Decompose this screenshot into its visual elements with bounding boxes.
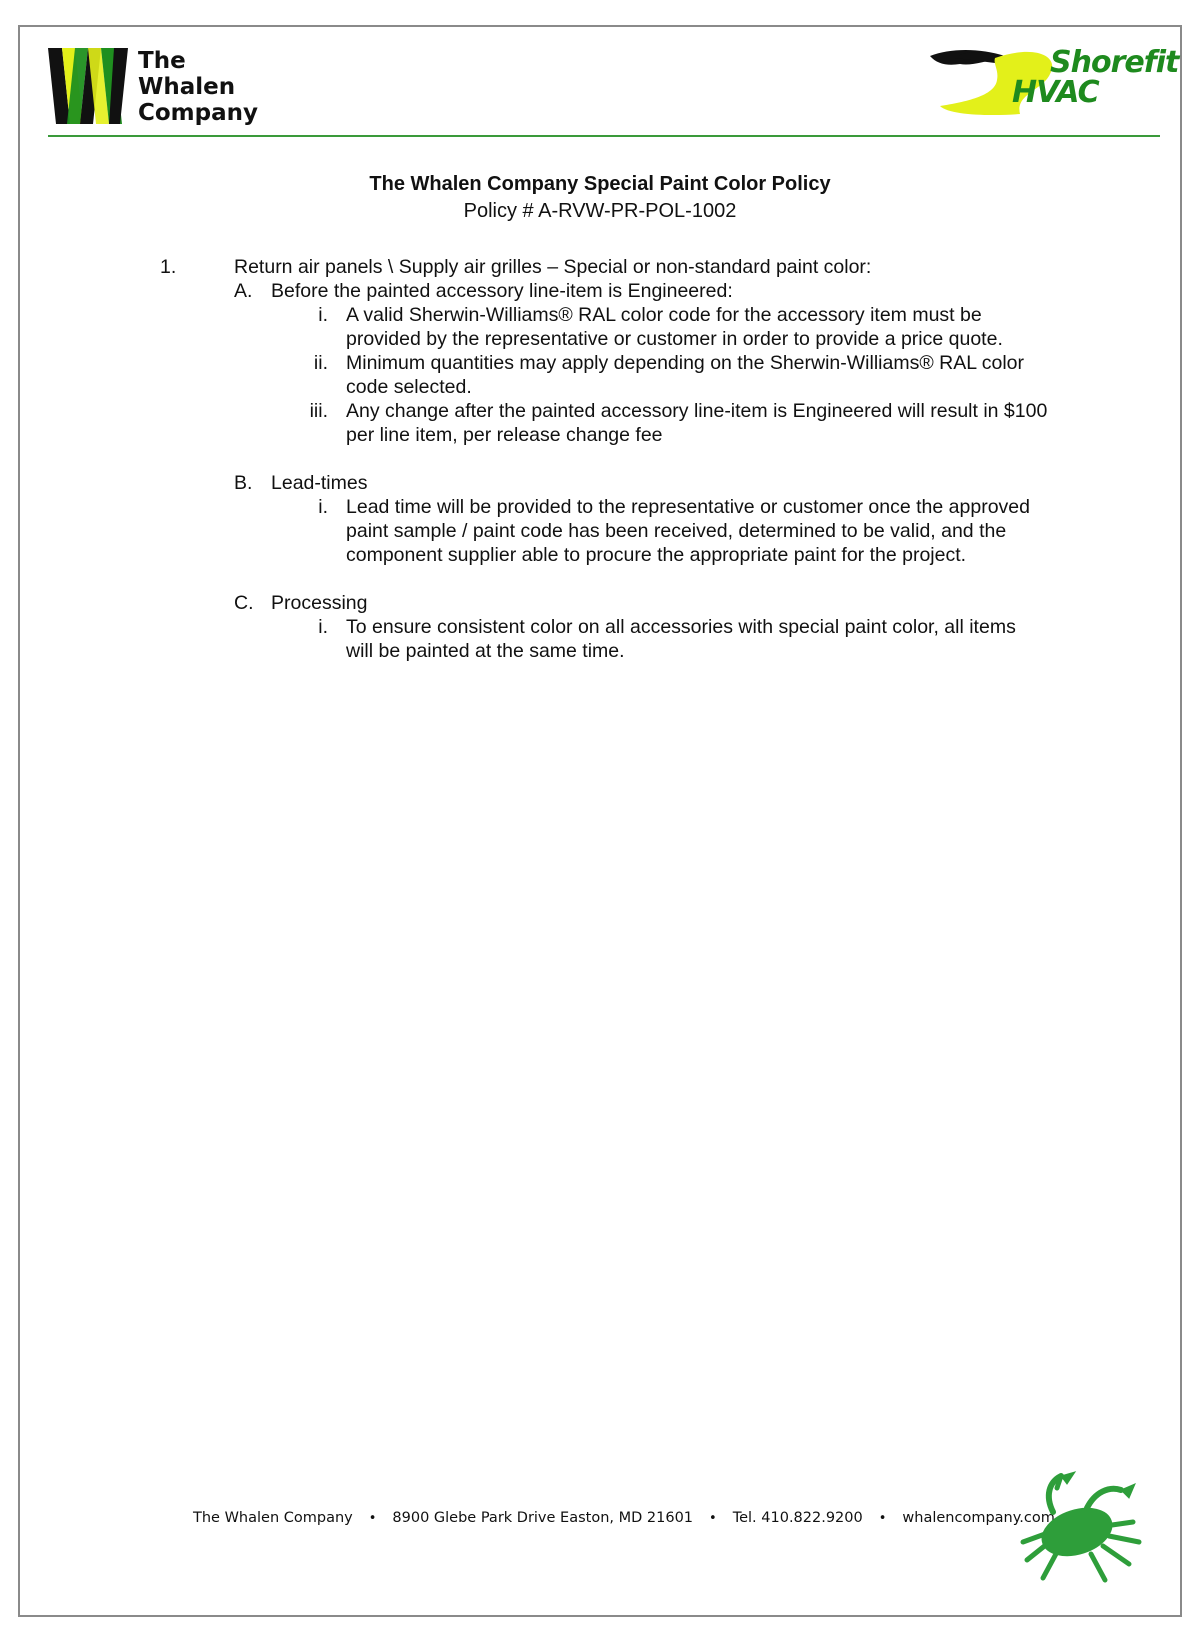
item-label-c: Processing [271, 592, 368, 614]
footer-address: 8900 Glebe Park Drive Easton, MD 21601 [392, 1510, 694, 1526]
item-label-b: Lead-times [271, 472, 368, 494]
header-divider [48, 135, 1160, 137]
subitem-text: Minimum quantities may apply depending on the Sherwin-Williams® RAL color code selected. [346, 352, 1025, 398]
whalen-company-logo [48, 48, 308, 130]
subitem-numeral: i. [318, 496, 328, 518]
item-letter-a: A. [234, 280, 253, 302]
footer-separator: • [878, 1511, 887, 1526]
whalen-logo-text: The Whalen Company [138, 48, 258, 126]
subitem-numeral: i. [318, 304, 328, 326]
subitem-text: To ensure consistent color on all accessories with special paint color, all items will be painted at the same time. [346, 616, 1016, 662]
subitem-text: Any change after the painted accessory line-item is Engineered will result in $100 per line item, per release change fee [346, 400, 1048, 446]
footer-company: The Whalen Company [193, 1510, 353, 1526]
item-letter-b: B. [234, 472, 253, 494]
section-title: Return air panels \ Supply air grilles – Special or non-standard paint color: [234, 256, 872, 278]
footer [193, 1510, 1055, 1526]
footer-separator: • [368, 1511, 377, 1526]
subitem-numeral: i. [318, 616, 328, 638]
item-letter-c: C. [234, 592, 254, 614]
shorefit-hvac-wordmark: Shorefit HVAC [1012, 45, 1179, 110]
footer-phone: Tel. 410.822.9200 [732, 1510, 863, 1526]
subitem-text: A valid Sherwin-Williams® RAL color code for the accessory item must be provided by the representative or customer in order to provide a price quote. [346, 304, 1003, 350]
subitem-numeral: ii. [313, 352, 328, 374]
crab-icon [1005, 1470, 1155, 1590]
item-label-a: Before the painted accessory line-item is Engineered: [271, 280, 733, 302]
subitem-text: Lead time will be provided to the representative or customer once the approved paint sample / paint code has been received, determined to be valid, and the component supplier able to procure the appropriate paint for the project. [346, 496, 1030, 566]
section-number: 1. [160, 256, 177, 278]
policy-number: Policy # A-RVW-PR-POL-1002 [463, 200, 737, 222]
document-title: The Whalen Company Special Paint Color Policy [369, 173, 831, 195]
footer-website[interactable]: whalencompany.com [902, 1510, 1055, 1526]
footer-separator: • [709, 1511, 717, 1526]
whalen-w-logo-icon [48, 48, 128, 124]
subitem-numeral: iii. [309, 400, 328, 422]
